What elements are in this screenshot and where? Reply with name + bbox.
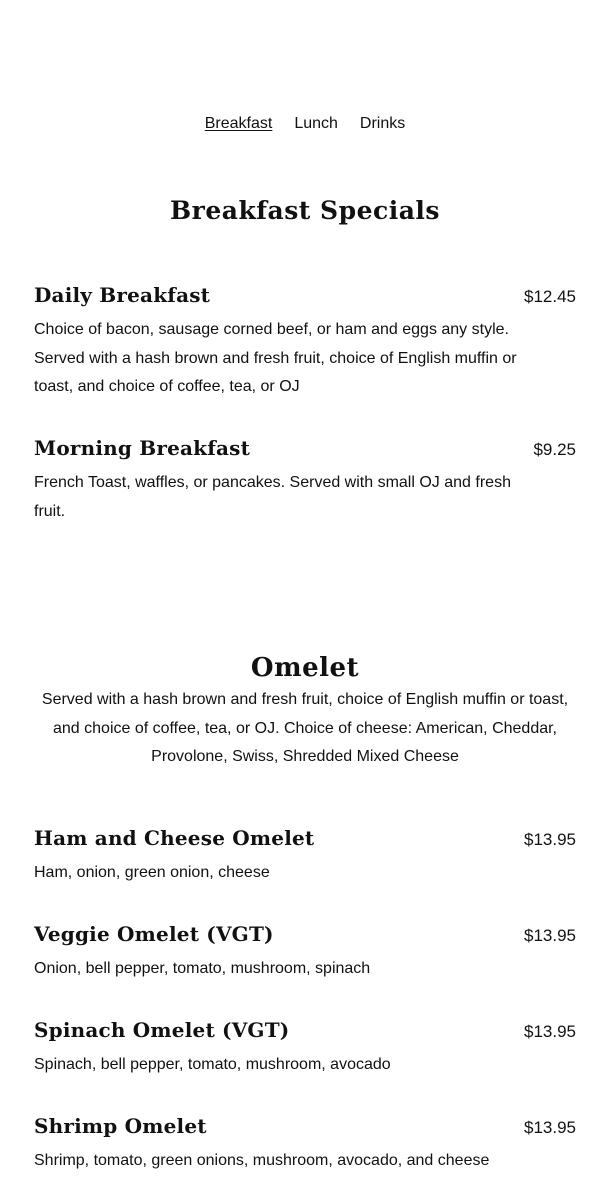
item-description: French Toast, waffles, or pancakes. Served with small OJ and fresh fruit. (34, 474, 511, 520)
menu-item-ham-and-cheese-omelet (34, 825, 576, 888)
item-name: Daily Breakfast (34, 283, 211, 307)
item-name: Spinach Omelet (VGT) (34, 1018, 290, 1042)
menu-item-morning-breakfast (34, 435, 576, 526)
tab-drinks[interactable]: Drinks (359, 115, 406, 132)
menu-tabs (0, 113, 610, 135)
menu-item-daily-breakfast (34, 282, 576, 402)
item-description: Shrimp, tomato, green onions, mushroom, avocado, and cheese (34, 1152, 490, 1169)
item-name: Morning Breakfast (34, 436, 251, 460)
tab-lunch[interactable]: Lunch (294, 115, 338, 132)
item-price: $13.95 (524, 926, 576, 945)
item-price: $13.95 (524, 1022, 576, 1041)
item-description: Spinach, bell pepper, tomato, mushroom, avocado (34, 1056, 391, 1073)
item-description: Onion, bell pepper, tomato, mushroom, spinach (34, 960, 371, 977)
item-name: Ham and Cheese Omelet (34, 826, 315, 850)
breakfast-specials-heading: Breakfast Specials (170, 196, 440, 225)
item-description: Ham, onion, green onion, cheese (34, 864, 270, 881)
item-price: $9.25 (533, 440, 576, 459)
tab-breakfast[interactable]: Breakfast (204, 115, 273, 132)
item-price: $13.95 (524, 830, 576, 849)
menu-item-spinach-omelet (34, 1017, 576, 1080)
item-name: Shrimp Omelet (34, 1114, 207, 1138)
item-name: Veggie Omelet (VGT) (34, 922, 274, 946)
menu-item-veggie-omelet (34, 921, 576, 984)
menu-item-shrimp-omelet (34, 1113, 576, 1176)
item-price: $12.45 (524, 287, 576, 306)
omelet-description: Served with a hash brown and fresh fruit, choice of English muffin or toast, and choice of coffee, tea, or OJ. Choice of cheese: American, Cheddar, Provolone, Swiss, Shredded Mixed Cheese (41, 691, 569, 765)
item-description: Choice of bacon, sausage corned beef, or ham and eggs any style. Served with a hash brown and fresh fruit, choice of English muffin or toast, and choice of coffee, tea, or OJ (34, 321, 517, 395)
item-price: $13.95 (524, 1118, 576, 1137)
omelet-heading: Omelet (250, 653, 360, 683)
